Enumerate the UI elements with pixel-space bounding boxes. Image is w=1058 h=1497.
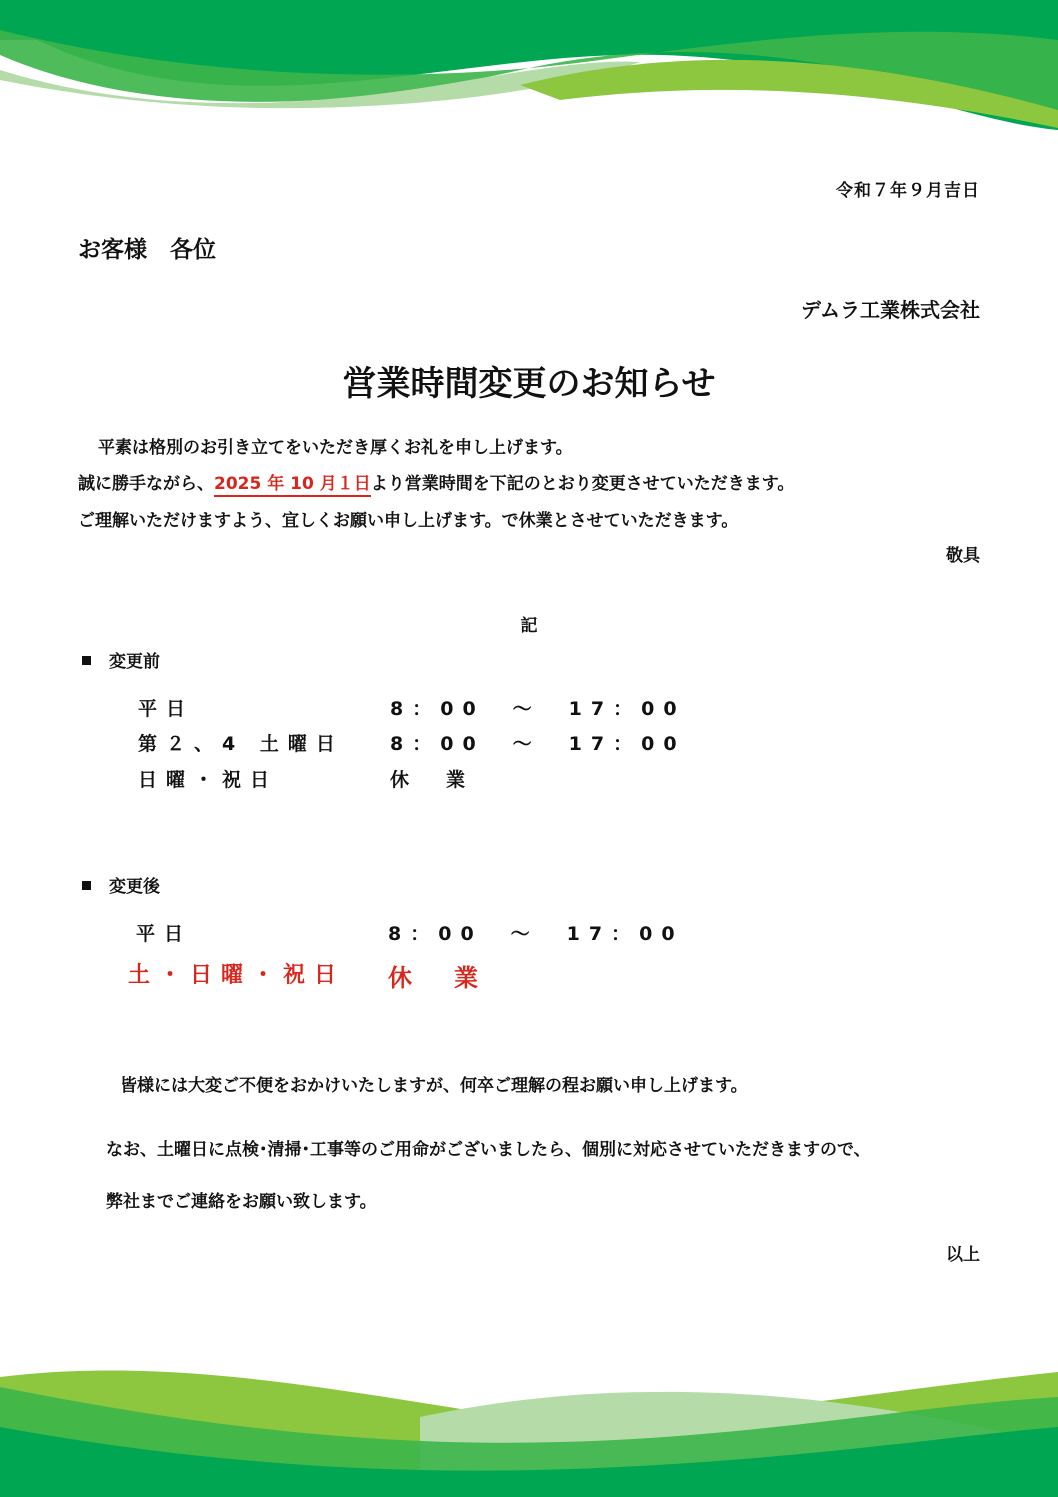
section-after-heading <box>82 872 160 897</box>
page-title: 営業時間変更のお知らせ <box>342 364 716 404</box>
addressee: お客様 各位 <box>78 237 216 263</box>
body-line-1: 平素は格別のお引き立てをいただき厚くお礼を申し上げます。 <box>98 438 573 458</box>
before-row-label: 日曜・祝日 <box>138 769 279 791</box>
note-line-3: 弊社までご連絡をお願い致します。 <box>106 1192 377 1212</box>
section-before-heading <box>82 647 160 672</box>
body-line-3: ご理解いただけますよう、宜しくお願い申し上げます。で休業とさせていただきます。 <box>78 511 739 531</box>
bottom-wave-decoration <box>0 1357 1058 1497</box>
company-name: デムラ工業株式会社 <box>801 298 980 322</box>
ki-heading: 記 <box>520 616 538 636</box>
before-row-value: 休 業 <box>390 769 475 791</box>
after-row-value: 8：00 ～ 17：00 <box>388 923 684 945</box>
body-line-2-suffix: より営業時間を下記のとおり変更させていただきます。 <box>370 474 795 494</box>
after-row-value: 休 業 <box>388 964 487 992</box>
before-row-label: 平日 <box>138 698 195 720</box>
top-wave-decoration <box>0 0 1058 140</box>
square-bullet-icon <box>82 881 91 890</box>
note-line-1: 皆様には大変ご不便をおかけいたしますが、何卒ご理解の程お願い申し上げます。 <box>120 1076 748 1096</box>
square-bullet-icon <box>82 656 91 665</box>
before-row-value: 8：00 ～ 17：00 <box>390 698 686 720</box>
before-row-label: 第２、4 土曜日 <box>138 733 344 755</box>
section-before-label: 変更前 <box>109 652 160 672</box>
body-line-2-prefix: 誠に勝手ながら、 <box>78 474 214 494</box>
after-row-label: 平日 <box>136 923 193 945</box>
before-row-value: 8：00 ～ 17：00 <box>390 733 686 755</box>
closing-keigu: 敬具 <box>946 546 980 566</box>
section-after-label: 変更後 <box>109 877 160 897</box>
note-line-2: なお、土曜日に点検･清掃･工事等のご用命がございましたら、個別に対応させていただきますので、 <box>106 1140 871 1160</box>
effective-date: 2025 年 10 月１日 <box>214 474 371 497</box>
body-line-2 <box>78 469 794 494</box>
document-date: 令和７年９月吉日 <box>836 181 980 201</box>
closing-ijou: 以上 <box>946 1245 980 1265</box>
after-row-label: 土・日曜・祝日 <box>128 963 346 988</box>
